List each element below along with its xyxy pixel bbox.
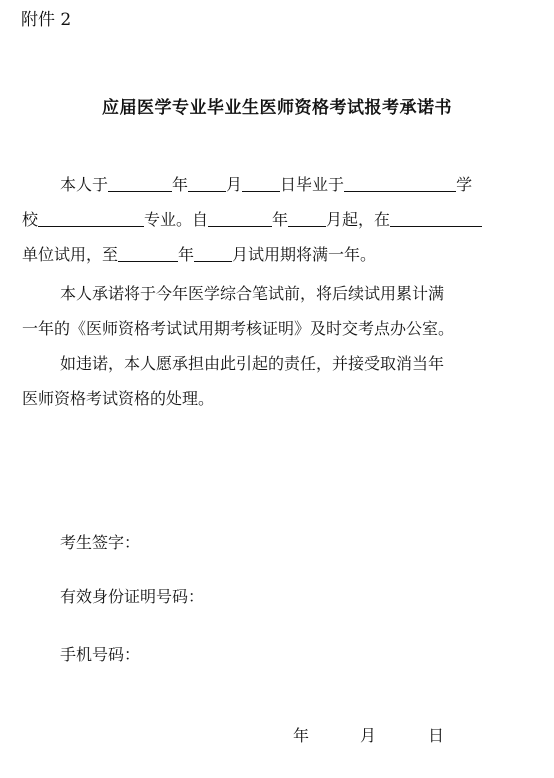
text-segment: 年 [178,245,195,264]
text-segment: 校 [22,210,39,229]
blank-graduation-month[interactable] [188,175,226,192]
text-segment: 本人于 [60,175,109,194]
candidate-signature-label: 考生签字： [60,533,141,552]
date-year: 年 [293,726,310,745]
blank-start-month[interactable] [288,210,326,227]
para1-line3 [22,242,376,265]
date-month: 月 [360,726,377,745]
para3-line2: 医师资格考试资格的处理。 [22,389,215,408]
text-segment: 学 [456,175,473,194]
blank-end-month[interactable] [194,245,232,262]
blank-end-year[interactable] [118,245,178,262]
para1-line2 [22,207,482,230]
text-segment: 单位试用，至 [22,245,119,264]
blank-unit-name[interactable] [390,210,482,227]
id-number-label: 有效身份证明号码： [60,587,205,606]
text-segment: 月 [226,175,243,194]
text-segment: 专业。自 [144,210,209,229]
para3-line1: 如违诺，本人愿承担由此引起的责任，并接受取消当年 [60,354,445,373]
document-title: 应届医学专业毕业生医师资格考试报考承诺书 [102,98,452,118]
text-segment: 月起，在 [326,210,391,229]
text-segment: 年 [272,210,289,229]
blank-major[interactable] [38,210,144,227]
date-day: 日 [428,726,445,745]
blank-graduation-day[interactable] [242,175,280,192]
para1-line1 [60,172,472,195]
phone-number-label: 手机号码： [60,645,141,664]
para2-line2: 一年的《医师资格考试试用期考核证明》及时交考点办公室。 [22,319,455,338]
blank-school-name[interactable] [344,175,456,192]
blank-graduation-year[interactable] [108,175,172,192]
blank-start-year[interactable] [208,210,272,227]
text-segment: 年 [172,175,189,194]
attachment-label: 附件 2 [21,10,72,30]
text-segment: 日毕业于 [280,175,345,194]
text-segment: 月试用期将满一年。 [232,245,377,264]
para2-line1: 本人承诺将于今年医学综合笔试前，将后续试用累计满 [60,284,445,303]
